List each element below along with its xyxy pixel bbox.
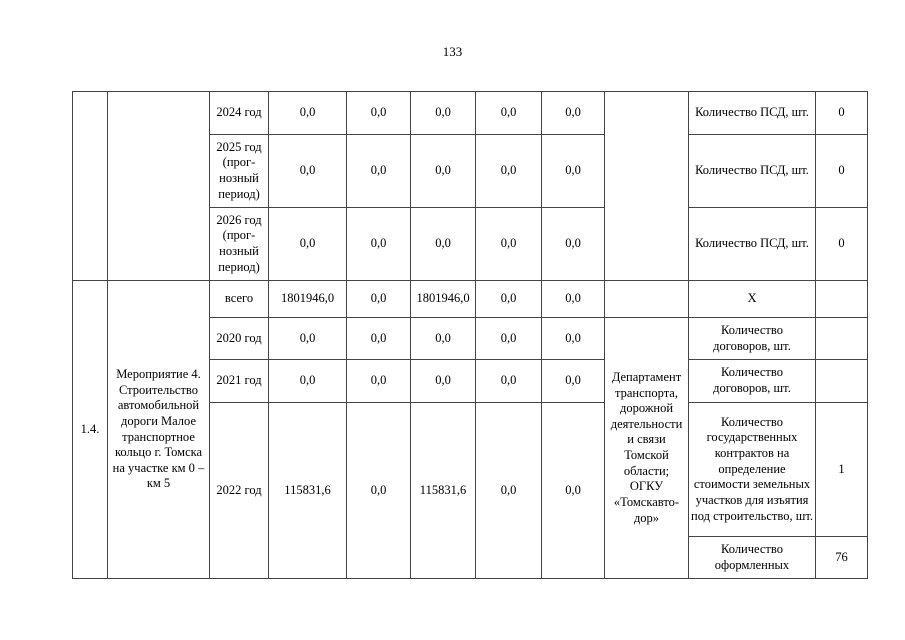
value-cell: 0,0 — [542, 403, 605, 579]
indicator-cell: Количество ПСД, шт. — [689, 208, 816, 281]
indicator-cell: Количество ПСД, шт. — [689, 92, 816, 135]
indicator-value-cell: 0 — [816, 92, 868, 135]
value-cell: 0,0 — [269, 360, 347, 403]
indicator-value-cell: 0 — [816, 208, 868, 281]
page-number: 133 — [442, 44, 463, 59]
value-cell: 0,0 — [269, 318, 347, 360]
program-activities-table — [72, 91, 868, 579]
value-cell: 0,0 — [476, 92, 542, 135]
value-cell: 0,0 — [269, 92, 347, 135]
value-cell: 0,0 — [347, 208, 411, 281]
executor-empty-cell — [605, 281, 689, 318]
value-cell: 0,0 — [542, 92, 605, 135]
year-cell: 2025 год (прог-нозный период) — [210, 135, 269, 208]
value-cell: 0,0 — [269, 208, 347, 281]
indicator-value-cell — [816, 318, 868, 360]
activity-name-cell — [108, 92, 210, 281]
value-cell: 0,0 — [542, 281, 605, 318]
value-cell: 0,0 — [542, 208, 605, 281]
indicator-cell: Количество ПСД, шт. — [689, 135, 816, 208]
value-cell: 0,0 — [347, 92, 411, 135]
indicator-value-cell — [816, 281, 868, 318]
value-cell: 0,0 — [347, 360, 411, 403]
year-cell: 2024 год — [210, 92, 269, 135]
table-row — [73, 281, 868, 318]
value-cell: 0,0 — [542, 135, 605, 208]
indicator-cell: Количество договоров, шт. — [689, 318, 816, 360]
year-cell: 2021 год — [210, 360, 269, 403]
value-cell: 0,0 — [347, 318, 411, 360]
value-cell: 0,0 — [542, 360, 605, 403]
activity-number-cell: 1.4. — [73, 281, 108, 579]
indicator-value-cell: 76 — [816, 537, 868, 579]
indicator-cell: Х — [689, 281, 816, 318]
year-cell: 2020 год — [210, 318, 269, 360]
activity-name-cell: Мероприятие 4. Строительство автомобильной дороги Малое транспортное кольцо г. Томска на участке км 0 – км 5 — [108, 281, 210, 579]
value-cell: 0,0 — [347, 135, 411, 208]
value-cell: 0,0 — [269, 135, 347, 208]
value-cell: 0,0 — [347, 403, 411, 579]
value-cell: 0,0 — [411, 135, 476, 208]
year-cell: 2026 год (прог-нозный период) — [210, 208, 269, 281]
year-cell: всего — [210, 281, 269, 318]
table-row — [73, 92, 868, 135]
executor-cell — [605, 92, 689, 281]
value-cell: 0,0 — [476, 360, 542, 403]
value-cell: 0,0 — [411, 92, 476, 135]
value-cell: 0,0 — [411, 318, 476, 360]
value-cell: 0,0 — [476, 208, 542, 281]
value-cell: 0,0 — [476, 403, 542, 579]
value-cell: 0,0 — [411, 360, 476, 403]
indicator-value-cell: 0 — [816, 135, 868, 208]
year-cell: 2022 год — [210, 403, 269, 579]
value-cell: 1801946,0 — [269, 281, 347, 318]
indicator-cell: Количество договоров, шт. — [689, 360, 816, 403]
value-cell: 115831,6 — [269, 403, 347, 579]
value-cell: 0,0 — [476, 281, 542, 318]
indicator-value-cell — [816, 360, 868, 403]
indicator-cell: Количество оформленных — [689, 537, 816, 579]
value-cell: 0,0 — [411, 208, 476, 281]
value-cell: 115831,6 — [411, 403, 476, 579]
indicator-cell: Количество государственных контрактов на определение стоимости земельных участков для изъятия под строительство, шт. — [689, 403, 816, 537]
executor-cell: Департамент транспорта, дорожной деятельности и связи Томской области; ОГКУ «Томскавто-дор» — [605, 318, 689, 579]
indicator-value-cell: 1 — [816, 403, 868, 537]
value-cell: 0,0 — [476, 135, 542, 208]
value-cell: 0,0 — [542, 318, 605, 360]
number-cell — [73, 92, 108, 281]
value-cell: 0,0 — [347, 281, 411, 318]
value-cell: 0,0 — [476, 318, 542, 360]
value-cell: 1801946,0 — [411, 281, 476, 318]
